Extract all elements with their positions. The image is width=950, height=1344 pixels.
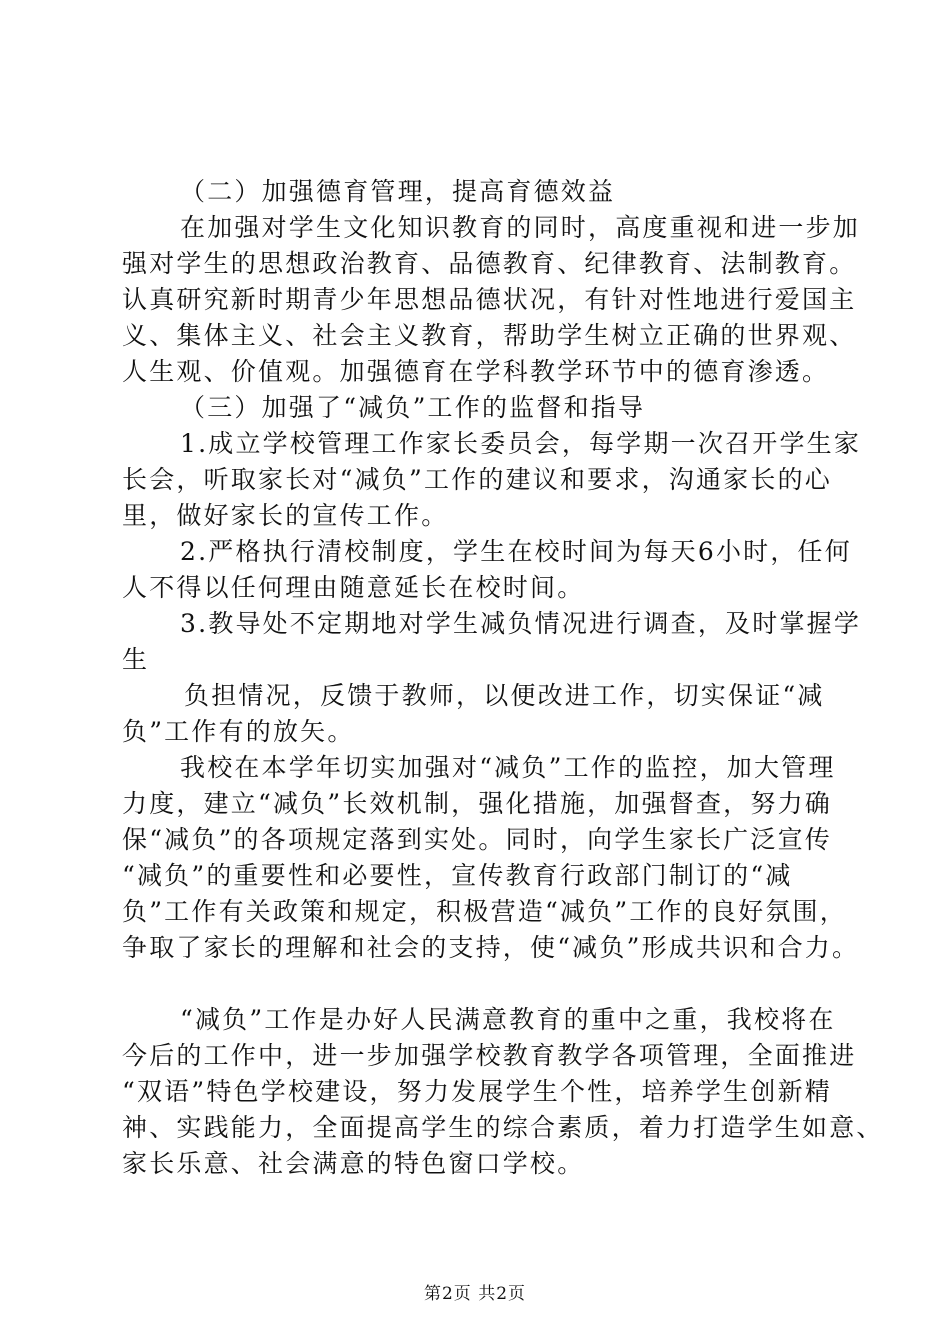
text-line: 人不得以任何理由随意延长在校时间。 — [122, 573, 585, 602]
text-line: 义、集体主义、社会主义教育，帮助学生树立正确的世界观、 — [122, 321, 857, 350]
text-line: 里，做好家长的宣传工作。 — [122, 501, 449, 530]
paragraph-line: 我校在本学年切实加强对“减负”工作的监控，加大管理 — [180, 753, 836, 782]
text-line: 神、实践能力，全面提高学生的综合素质，着力打造学生如意、 — [122, 1113, 884, 1142]
list-item-2-line: 2.严格执行清校制度，学生在校时间为每天6小时，任何 — [180, 537, 852, 566]
text-line: 力度，建立“减负”长效机制，强化措施，加强督查，努力确 — [122, 789, 832, 818]
paragraph-line: “减负”工作是办好人民满意教育的重中之重，我校将在 — [180, 1005, 836, 1034]
text-line: 强对学生的思想政治教育、品德教育、纪律教育、法制教育。 — [122, 249, 857, 278]
text-line: 长会，听取家长对“减负”工作的建议和要求，沟通家长的心 — [122, 465, 832, 494]
text-line: 在加强对学生文化知识教育的同时，高度重视和进一步加 — [180, 213, 861, 242]
text-line: 认真研究新时期青少年思想品德状况，有针对性地进行爱国主 — [122, 285, 857, 314]
list-item-3-line: 3.教导处不定期地对学生减负情况进行调查，及时掌握学 — [180, 609, 862, 638]
text-line: 保“减负”的各项规定落到实处。同时，向学生家长广泛宣传 — [122, 825, 832, 854]
text-line: 今后的工作中，进一步加强学校教育教学各项管理，全面推进 — [122, 1041, 857, 1070]
text-line: 家长乐意、社会满意的特色窗口学校。 — [122, 1149, 585, 1178]
text-line: 负担情况，反馈于教师，以便改进工作，切实保证“减 — [184, 681, 825, 710]
list-item-1-line: 1.成立学校管理工作家长委员会，每学期一次召开学生家 — [180, 429, 862, 458]
text-line: 争取了家长的理解和社会的支持，使“减负”形成共识和合力。 — [122, 933, 860, 962]
text-line: 负”工作有关政策和规定，积极营造“减负”工作的良好氛围， — [122, 897, 847, 926]
text-line: “减负”的重要性和必要性，宣传教育行政部门制订的“减 — [122, 861, 793, 890]
section-heading-moral-education: （二）加强德育管理，提高育德效益 — [180, 177, 616, 206]
section-heading-burden-reduction: （三）加强了“减负”工作的监督和指导 — [180, 393, 646, 422]
page-number-footer: 第2页 共2页 — [423, 1284, 527, 1304]
text-line: 生 — [122, 645, 150, 674]
text-line: “双语”特色学校建设，努力发展学生个性，培养学生创新精 — [122, 1077, 832, 1106]
text-line: 负”工作有的放矢。 — [122, 717, 355, 746]
text-line: 人生观、价值观。加强德育在学科教学环节中的德育渗透。 — [122, 357, 830, 386]
